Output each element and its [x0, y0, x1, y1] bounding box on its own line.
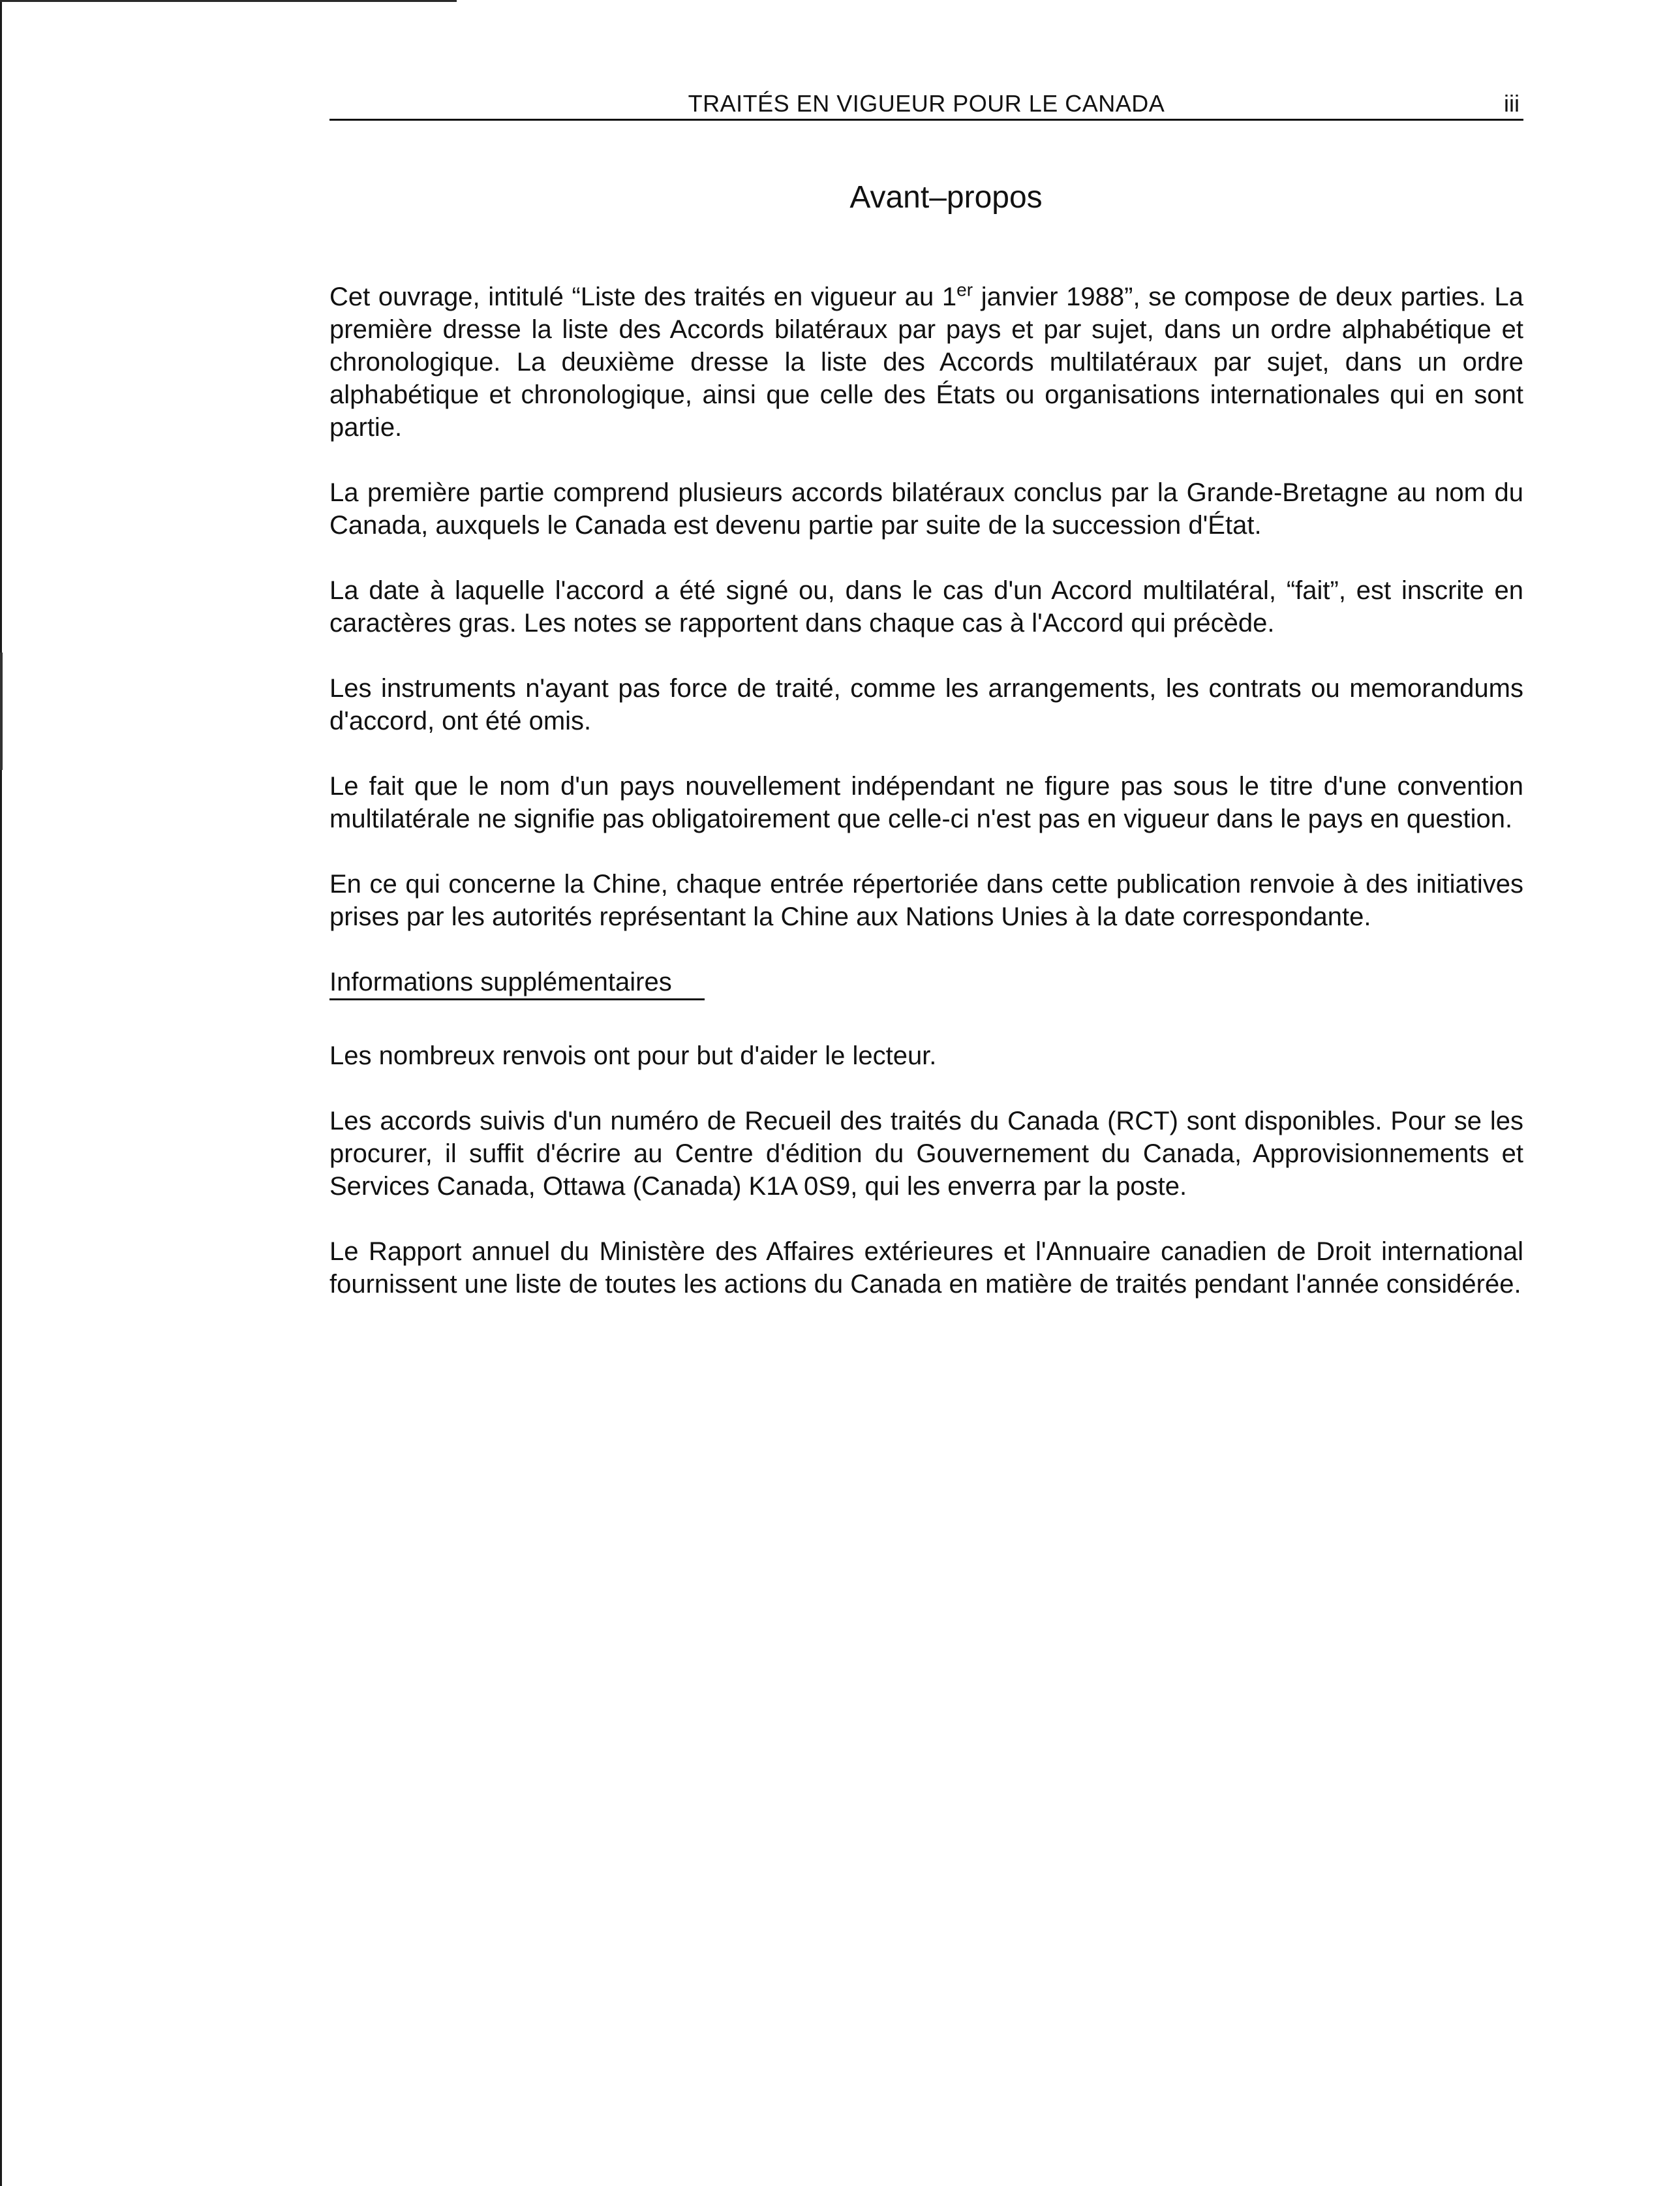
- running-header: [329, 85, 1523, 121]
- intro-paragraph-1-part-a: Cet ouvrage, intitulé “Liste des traités en vigueur au 1: [329, 283, 957, 311]
- supplementary-paragraph-1: Les nombreux renvois ont pour but d'aider le lecteur.: [329, 1041, 937, 1070]
- intro-paragraph-3: La date à laquelle l'accord a été signé ou, dans le cas d'un Accord multilatéral, “fait”, est inscrite en caractères gras. Les notes se rapportent dans chaque cas à l'Accord qui précède.: [329, 576, 1523, 638]
- intro-paragraph-1: [329, 281, 1523, 444]
- page-number: iii: [1504, 90, 1520, 117]
- supplementary-paragraph-2: Les accords suivis d'un numéro de Recueil des traités du Canada (RCT) sont disponibles. Pour se les procurer, il suffit d'écrire au Centre d'édition du Gouvernement du Canada, Approvisionnements et Services Canada, Ottawa (Canada) K1A 0S9, qui les enverra par la poste.: [329, 1107, 1523, 1201]
- ordinal-superscript: er: [956, 279, 973, 300]
- intro-section: [329, 281, 1523, 933]
- intro-paragraph-5: Le fait que le nom d'un pays nouvellement indépendant ne figure pas sous le titre d'une convention multilatérale ne signifie pas obligatoirement que celle-ci n'est pas en vigueur dans le pays en question.: [329, 772, 1523, 833]
- running-header-title: TRAITÉS EN VIGUEUR POUR LE CANADA: [688, 90, 1165, 117]
- scan-edge-left: [0, 0, 2, 2186]
- scan-mark-left: [0, 653, 3, 770]
- scan-edge-top: [0, 0, 457, 2]
- supplementary-section: [329, 1039, 1523, 1301]
- intro-paragraph-2: La première partie comprend plusieurs accords bilatéraux conclus par la Grande-Bretagne au nom du Canada, auxquels le Canada est devenu partie par suite de la succession d'État.: [329, 478, 1523, 540]
- document-page: [329, 85, 1523, 1301]
- section-title: Avant–propos: [849, 180, 1043, 215]
- intro-paragraph-4: Les instruments n'ayant pas force de traité, comme les arrangements, les contrats ou memorandums d'accord, ont été omis.: [329, 674, 1523, 735]
- intro-paragraph-6: En ce qui concerne la Chine, chaque entrée répertoriée dans cette publication renvoie à des initiatives prises par les autorités représentant la Chine aux Nations Unies à la date correspondante.: [329, 870, 1523, 931]
- intro-paragraph-1-part-b: janvier 1988”, se compose de deux parties. La première dresse la liste des Accords bilatéraux par pays et par sujet, dans un ordre alphabétique et chronologique. La deuxième dresse la liste des Accords multilatéraux par sujet, dans un ordre alphabétique et chronologique, ainsi que celle des États ou organisations internationales qui en sont partie.: [329, 283, 1523, 442]
- supplementary-paragraph-3: Le Rapport annuel du Ministère des Affaires extérieures et l'Annuaire canadien de Droit international fournissent une liste de toutes les actions du Canada en matière de traités pendant l'année considérée.: [329, 1237, 1523, 1299]
- supplementary-heading: Informations supplémentaires: [329, 966, 705, 1000]
